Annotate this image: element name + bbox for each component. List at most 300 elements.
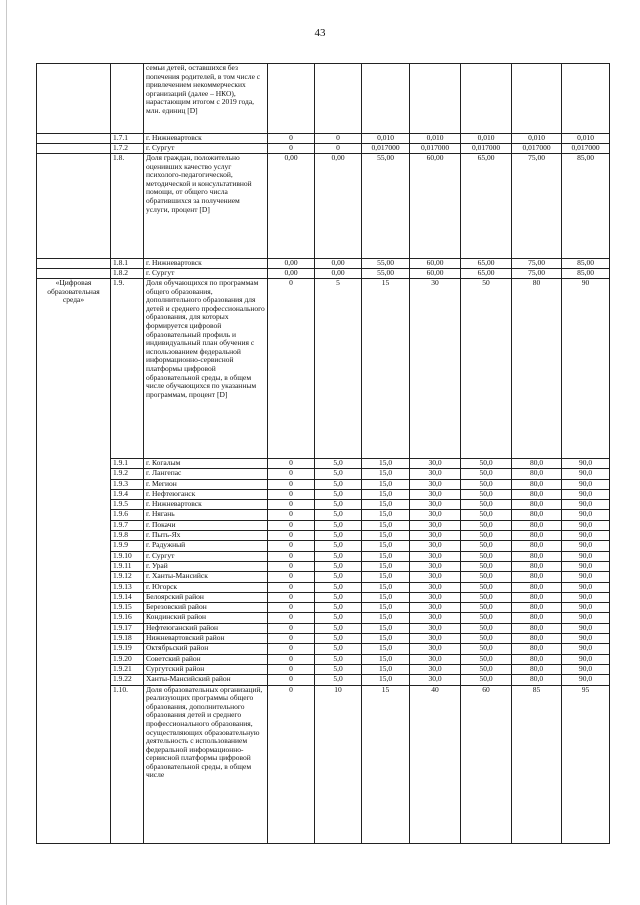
value-cell: 30,0 (410, 644, 461, 654)
value-cell: 0 (268, 685, 315, 843)
indicators-table (36, 63, 610, 844)
indicator-name: Нижневартовский район (144, 634, 268, 644)
row-number: 1.9.5 (111, 500, 144, 510)
value-cell: 80,0 (512, 459, 562, 469)
value-cell: 90,0 (562, 644, 610, 654)
value-cell: 0,017000 (362, 144, 410, 154)
row-number: 1.9.16 (111, 613, 144, 623)
value-cell: 30,0 (410, 634, 461, 644)
table-row (37, 644, 610, 654)
table-row (37, 469, 610, 479)
value-cell: 50,0 (461, 561, 512, 571)
value-cell (512, 64, 562, 134)
value-cell: 0,010 (562, 134, 610, 144)
value-cell: 15,0 (362, 613, 410, 623)
value-cell: 90,0 (562, 572, 610, 582)
value-cell: 0 (315, 144, 362, 154)
value-cell: 0,00 (268, 269, 315, 279)
value-cell: 80,0 (512, 469, 562, 479)
value-cell: 30,0 (410, 561, 461, 571)
value-cell: 80,0 (512, 664, 562, 674)
value-cell: 80,0 (512, 561, 562, 571)
value-cell: 30,0 (410, 510, 461, 520)
value-cell: 80,0 (512, 531, 562, 541)
value-cell: 60 (461, 685, 512, 843)
value-cell: 0,010 (512, 134, 562, 144)
value-cell: 30,0 (410, 469, 461, 479)
value-cell: 90,0 (562, 613, 610, 623)
value-cell: 80,0 (512, 541, 562, 551)
indicator-name: г. Нижневартовск (144, 500, 268, 510)
value-cell: 0 (268, 500, 315, 510)
value-cell: 90,0 (562, 551, 610, 561)
row-number: 1.9.13 (111, 582, 144, 592)
value-cell: 5,0 (315, 531, 362, 541)
value-cell: 5,0 (315, 520, 362, 530)
project-name-cell: «Цифровая образовательная среда» (37, 279, 111, 844)
value-cell: 90,0 (562, 489, 610, 499)
value-cell: 5,0 (315, 603, 362, 613)
value-cell: 50,0 (461, 644, 512, 654)
value-cell: 55,00 (362, 154, 410, 259)
row-number: 1.9.14 (111, 592, 144, 602)
value-cell: 15,0 (362, 510, 410, 520)
row-number: 1.9.15 (111, 603, 144, 613)
value-cell: 0 (268, 144, 315, 154)
value-cell: 30,0 (410, 541, 461, 551)
indicator-name: г. Сургут (144, 144, 268, 154)
value-cell: 90 (562, 279, 610, 459)
value-cell: 0 (268, 664, 315, 674)
value-cell: 15,0 (362, 551, 410, 561)
table-row (37, 144, 610, 154)
row-number: 1.9.2 (111, 469, 144, 479)
value-cell: 80,0 (512, 551, 562, 561)
row-number: 1.10. (111, 685, 144, 843)
value-cell (268, 64, 315, 134)
value-cell: 30,0 (410, 551, 461, 561)
indicator-name: г. Югорск (144, 582, 268, 592)
row-number: 1.9.7 (111, 520, 144, 530)
value-cell: 0,010 (410, 134, 461, 144)
indicator-name: Советский район (144, 654, 268, 664)
value-cell: 15,0 (362, 675, 410, 685)
value-cell: 30,0 (410, 520, 461, 530)
value-cell: 65,00 (461, 269, 512, 279)
indicator-name: Березовский район (144, 603, 268, 613)
value-cell: 50,0 (461, 572, 512, 582)
value-cell: 0,00 (268, 259, 315, 269)
value-cell: 15,0 (362, 654, 410, 664)
value-cell: 80,0 (512, 489, 562, 499)
value-cell: 15,0 (362, 623, 410, 633)
indicator-name: Кондинский район (144, 613, 268, 623)
indicator-name: г. Сургут (144, 551, 268, 561)
table-row (37, 634, 610, 644)
value-cell: 0 (268, 613, 315, 623)
value-cell: 40 (410, 685, 461, 843)
value-cell: 80,0 (512, 634, 562, 644)
value-cell: 0,010 (362, 134, 410, 144)
value-cell: 65,00 (461, 259, 512, 269)
value-cell: 50,0 (461, 541, 512, 551)
indicator-name: Доля обучающихся по программам общего образования, дополнительного образования для детей и среднего профессионального образования, для которых формируется цифровой образовательный профиль и индивидуальный план обучения с использованием федеральной информационно-сервисной платформы цифровой образовательной среды, в общем числе обучающихся по указанным программам, процент [D] (144, 279, 268, 459)
row-number: 1.9.9 (111, 541, 144, 551)
indicator-name: г. Нижневартовск (144, 134, 268, 144)
value-cell: 15,0 (362, 634, 410, 644)
value-cell: 15 (362, 279, 410, 459)
value-cell: 0,010 (461, 134, 512, 144)
value-cell: 0 (268, 520, 315, 530)
row-number: 1.8.2 (111, 269, 144, 279)
value-cell: 50,0 (461, 675, 512, 685)
value-cell: 90,0 (562, 675, 610, 685)
value-cell: 80,0 (512, 582, 562, 592)
indicator-name: Сургутский район (144, 664, 268, 674)
value-cell: 0 (268, 623, 315, 633)
table-row (37, 654, 610, 664)
value-cell: 90,0 (562, 664, 610, 674)
value-cell: 90,0 (562, 582, 610, 592)
value-cell: 15,0 (362, 479, 410, 489)
indicator-name: г. Покачи (144, 520, 268, 530)
value-cell: 10 (315, 685, 362, 843)
value-cell: 15,0 (362, 469, 410, 479)
project-cell-empty (37, 64, 111, 134)
value-cell: 5,0 (315, 500, 362, 510)
value-cell: 0,017000 (512, 144, 562, 154)
value-cell: 30,0 (410, 459, 461, 469)
row-number: 1.9.17 (111, 623, 144, 633)
table-row (37, 592, 610, 602)
indicator-name: г. Лангепас (144, 469, 268, 479)
value-cell: 90,0 (562, 459, 610, 469)
value-cell: 95 (562, 685, 610, 843)
value-cell: 90,0 (562, 623, 610, 633)
value-cell: 0,017000 (562, 144, 610, 154)
indicator-name: Октябрьский район (144, 644, 268, 654)
table-row (37, 479, 610, 489)
value-cell: 0 (268, 572, 315, 582)
value-cell: 50,0 (461, 634, 512, 644)
value-cell (362, 64, 410, 134)
value-cell: 50,0 (461, 520, 512, 530)
value-cell: 5,0 (315, 572, 362, 582)
row-number: 1.9.19 (111, 644, 144, 654)
value-cell: 50,0 (461, 479, 512, 489)
table-row (37, 279, 610, 459)
value-cell: 5,0 (315, 634, 362, 644)
value-cell: 80,0 (512, 654, 562, 664)
value-cell: 5,0 (315, 469, 362, 479)
table-row (37, 551, 610, 561)
indicator-name: Доля граждан, положительно оценивших качество услуг психолого-педагогической, методической и консультативной помощи, от общего числа обратившихся за получением услуги, процент [D] (144, 154, 268, 259)
value-cell: 30,0 (410, 531, 461, 541)
value-cell: 90,0 (562, 592, 610, 602)
indicator-name: семьи детей, оставшихся без попечения родителей, в том числе с привлечением некоммерческих организаций (далее – НКО), нарастающим итогом с 2019 года, млн. единиц [D] (144, 64, 268, 134)
table-row (37, 459, 610, 469)
value-cell: 15,0 (362, 459, 410, 469)
value-cell: 80,0 (512, 644, 562, 654)
row-number: 1.9.18 (111, 634, 144, 644)
table-row (37, 489, 610, 499)
indicator-name: Ханты-Мансийский район (144, 675, 268, 685)
value-cell: 5,0 (315, 592, 362, 602)
value-cell: 60,00 (410, 269, 461, 279)
value-cell: 0 (268, 479, 315, 489)
value-cell: 5,0 (315, 510, 362, 520)
value-cell: 0 (268, 675, 315, 685)
value-cell: 5 (315, 279, 362, 459)
value-cell: 50 (461, 279, 512, 459)
value-cell: 80,0 (512, 623, 562, 633)
value-cell: 30,0 (410, 623, 461, 633)
value-cell: 0 (268, 469, 315, 479)
table-row (37, 685, 610, 843)
row-number: 1.9.20 (111, 654, 144, 664)
value-cell: 80,0 (512, 613, 562, 623)
value-cell: 15,0 (362, 664, 410, 674)
row-number: 1.9.10 (111, 551, 144, 561)
value-cell: 90,0 (562, 561, 610, 571)
value-cell: 50,0 (461, 459, 512, 469)
value-cell: 30,0 (410, 654, 461, 664)
value-cell: 0 (268, 592, 315, 602)
value-cell: 55,00 (362, 259, 410, 269)
indicator-name: г. Пыть-Ях (144, 531, 268, 541)
value-cell: 50,0 (461, 654, 512, 664)
value-cell: 15,0 (362, 561, 410, 571)
value-cell: 50,0 (461, 592, 512, 602)
value-cell: 50,0 (461, 489, 512, 499)
table-row (37, 134, 610, 144)
value-cell: 90,0 (562, 634, 610, 644)
indicator-name: г. Сургут (144, 269, 268, 279)
row-number: 1.9.12 (111, 572, 144, 582)
table-row (37, 582, 610, 592)
value-cell: 0,00 (315, 269, 362, 279)
value-cell: 50,0 (461, 582, 512, 592)
value-cell: 75,00 (512, 269, 562, 279)
value-cell: 90,0 (562, 541, 610, 551)
value-cell: 30,0 (410, 664, 461, 674)
table-row (37, 531, 610, 541)
value-cell: 0,017000 (410, 144, 461, 154)
row-number: 1.9.22 (111, 675, 144, 685)
value-cell: 15,0 (362, 644, 410, 654)
value-cell: 0 (268, 654, 315, 664)
row-number: 1.9.4 (111, 489, 144, 499)
indicator-name: Белоярский район (144, 592, 268, 602)
value-cell: 50,0 (461, 664, 512, 674)
value-cell: 15,0 (362, 500, 410, 510)
value-cell: 5,0 (315, 541, 362, 551)
indicator-name: г. Урай (144, 561, 268, 571)
table-row (37, 541, 610, 551)
row-number: 1.9.6 (111, 510, 144, 520)
value-cell: 0 (268, 279, 315, 459)
value-cell: 80,0 (512, 572, 562, 582)
value-cell: 50,0 (461, 531, 512, 541)
value-cell: 0,00 (315, 259, 362, 269)
indicator-name: г. Нефтеюганск (144, 489, 268, 499)
value-cell: 15,0 (362, 572, 410, 582)
indicator-name: г. Когалым (144, 459, 268, 469)
project-cell-empty (37, 134, 111, 144)
table-row (37, 623, 610, 633)
value-cell (410, 64, 461, 134)
value-cell: 85,00 (562, 154, 610, 259)
row-number: 1.9.11 (111, 561, 144, 571)
value-cell: 85,00 (562, 259, 610, 269)
value-cell: 0 (315, 134, 362, 144)
value-cell: 80,0 (512, 510, 562, 520)
value-cell: 75,00 (512, 259, 562, 269)
table-row (37, 510, 610, 520)
value-cell: 30,0 (410, 572, 461, 582)
value-cell: 5,0 (315, 654, 362, 664)
value-cell: 5,0 (315, 561, 362, 571)
value-cell: 5,0 (315, 459, 362, 469)
value-cell: 0 (268, 644, 315, 654)
value-cell: 50,0 (461, 500, 512, 510)
indicator-name: г. Нижневартовск (144, 259, 268, 269)
value-cell: 0 (268, 603, 315, 613)
indicator-name: г. Нягань (144, 510, 268, 520)
value-cell: 15,0 (362, 520, 410, 530)
row-number: 1.9.21 (111, 664, 144, 674)
value-cell: 80,0 (512, 520, 562, 530)
project-cell-empty (37, 269, 111, 279)
value-cell: 5,0 (315, 664, 362, 674)
value-cell: 0 (268, 582, 315, 592)
value-cell: 0 (268, 489, 315, 499)
value-cell: 5,0 (315, 623, 362, 633)
value-cell: 50,0 (461, 613, 512, 623)
value-cell: 80,0 (512, 603, 562, 613)
row-number: 1.8.1 (111, 259, 144, 269)
row-number: 1.9.8 (111, 531, 144, 541)
value-cell: 0 (268, 551, 315, 561)
value-cell: 0 (268, 459, 315, 469)
value-cell: 80,0 (512, 500, 562, 510)
value-cell: 60,00 (410, 259, 461, 269)
value-cell: 0 (268, 134, 315, 144)
indicator-name: Доля образовательных организаций, реализующих программы общего образования, дополнительного образования детей и среднего профессионального образования, осуществляющих образовательную деятельность с использованием федеральной информационно-сервисной платформы цифровой образовательной среды, в общем числе (144, 685, 268, 843)
value-cell: 15,0 (362, 592, 410, 602)
project-cell-empty (37, 154, 111, 259)
value-cell: 90,0 (562, 520, 610, 530)
value-cell: 30,0 (410, 500, 461, 510)
value-cell: 50,0 (461, 469, 512, 479)
indicator-name: Нефтеюганский район (144, 623, 268, 633)
value-cell: 30,0 (410, 582, 461, 592)
value-cell: 30 (410, 279, 461, 459)
value-cell: 0 (268, 634, 315, 644)
value-cell: 65,00 (461, 154, 512, 259)
value-cell: 0,00 (268, 154, 315, 259)
indicator-name: г. Ханты-Мансийск (144, 572, 268, 582)
value-cell (461, 64, 512, 134)
value-cell: 80,0 (512, 592, 562, 602)
table-row (37, 269, 610, 279)
value-cell: 0 (268, 541, 315, 551)
value-cell: 5,0 (315, 613, 362, 623)
value-cell: 55,00 (362, 269, 410, 279)
value-cell: 50,0 (461, 603, 512, 613)
table-body (37, 64, 610, 844)
value-cell: 80,0 (512, 479, 562, 489)
value-cell: 0 (268, 531, 315, 541)
value-cell: 80 (512, 279, 562, 459)
value-cell: 5,0 (315, 675, 362, 685)
value-cell (562, 64, 610, 134)
value-cell: 5,0 (315, 551, 362, 561)
value-cell: 0,00 (315, 154, 362, 259)
project-cell-empty (37, 144, 111, 154)
value-cell: 90,0 (562, 654, 610, 664)
value-cell: 90,0 (562, 531, 610, 541)
value-cell: 5,0 (315, 644, 362, 654)
value-cell: 50,0 (461, 510, 512, 520)
value-cell: 15 (362, 685, 410, 843)
value-cell: 60,00 (410, 154, 461, 259)
value-cell: 5,0 (315, 489, 362, 499)
row-number: 1.9. (111, 279, 144, 459)
table-row (37, 64, 610, 134)
value-cell: 5,0 (315, 479, 362, 489)
table-row (37, 561, 610, 571)
table-row (37, 603, 610, 613)
row-number: 1.8. (111, 154, 144, 259)
value-cell: 50,0 (461, 623, 512, 633)
table-row (37, 572, 610, 582)
value-cell: 90,0 (562, 500, 610, 510)
table-row (37, 500, 610, 510)
value-cell: 80,0 (512, 675, 562, 685)
value-cell: 30,0 (410, 675, 461, 685)
value-cell: 30,0 (410, 479, 461, 489)
value-cell: 0 (268, 561, 315, 571)
value-cell: 30,0 (410, 603, 461, 613)
page-number: 43 (314, 27, 326, 39)
value-cell: 90,0 (562, 469, 610, 479)
row-number (111, 64, 144, 134)
scan-edge-line (6, 0, 7, 905)
value-cell: 30,0 (410, 489, 461, 499)
value-cell: 15,0 (362, 603, 410, 613)
value-cell: 5,0 (315, 582, 362, 592)
value-cell: 75,00 (512, 154, 562, 259)
row-number: 1.9.1 (111, 459, 144, 469)
table-row (37, 675, 610, 685)
value-cell: 90,0 (562, 510, 610, 520)
indicator-name: г. Радужный (144, 541, 268, 551)
table-row (37, 259, 610, 269)
value-cell: 90,0 (562, 479, 610, 489)
value-cell: 30,0 (410, 613, 461, 623)
row-number: 1.7.2 (111, 144, 144, 154)
value-cell: 15,0 (362, 582, 410, 592)
indicator-name: г. Мегион (144, 479, 268, 489)
value-cell (315, 64, 362, 134)
value-cell: 50,0 (461, 551, 512, 561)
value-cell: 15,0 (362, 541, 410, 551)
value-cell: 85 (512, 685, 562, 843)
table-row (37, 520, 610, 530)
row-number: 1.7.1 (111, 134, 144, 144)
table-row (37, 664, 610, 674)
